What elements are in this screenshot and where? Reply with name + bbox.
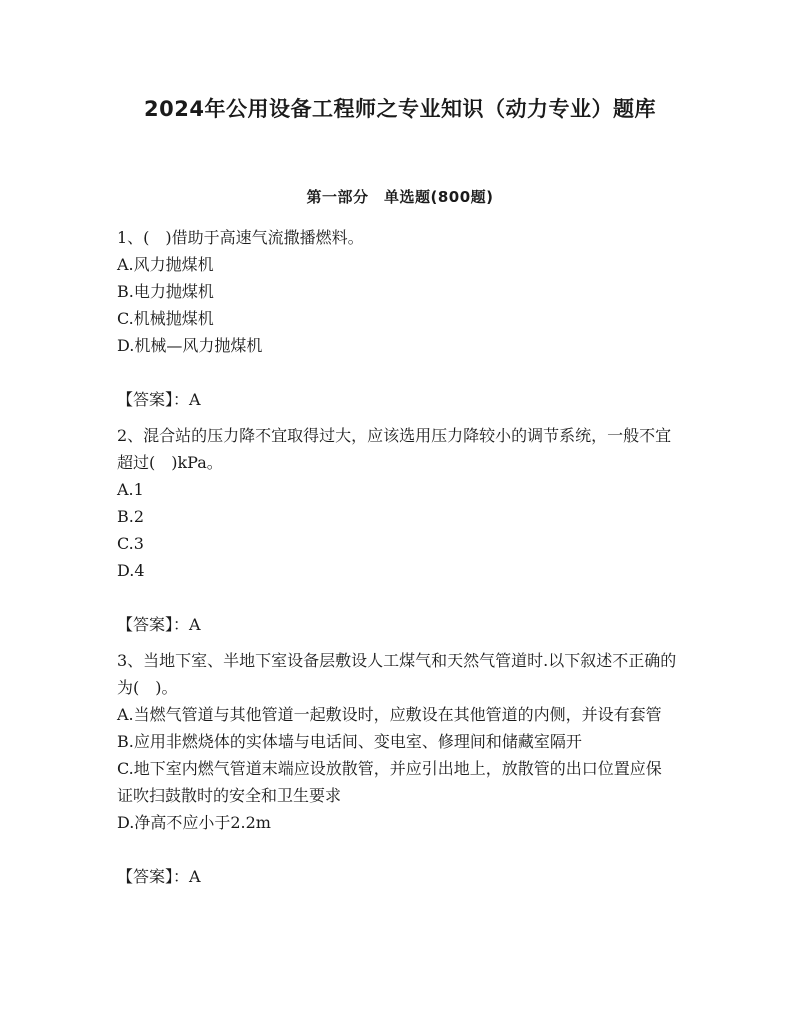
option-c: C.机械抛煤机 (117, 309, 214, 328)
answer-label: 【答案】：A (117, 390, 201, 409)
question-stem: 2、混合站的压力降不宜取得过大，应该选用压力降较小的调节系统，一般不宜超过( )kPa。 (117, 426, 672, 472)
option-d: D.净高不应小于2.2m (117, 813, 271, 832)
document-title: 2024年公用设备工程师之专业知识（动力专业）题库 (144, 97, 656, 121)
option-b: B.应用非燃烧体的实体墙与电话间、变电室、修理间和储藏室隔开 (117, 732, 582, 751)
option-b: B.2 (117, 507, 145, 526)
question-3 (117, 647, 677, 890)
question-list (117, 224, 677, 899)
option-b: B.电力抛煤机 (117, 282, 214, 301)
option-c: C.地下室内燃气管道末端应设放散管，并应引出地上，放散管的出口位置应保证吹扫鼓散时的安全和卫生要求 (117, 759, 662, 805)
answer-label: 【答案】：A (117, 867, 201, 886)
option-d: D.4 (117, 561, 145, 580)
answer-label: 【答案】：A (117, 615, 201, 634)
question-1 (117, 224, 677, 413)
option-c: C.3 (117, 534, 144, 553)
option-d: D.机械—风力抛煤机 (117, 336, 263, 355)
question-stem: 1、( )借助于高速气流撒播燃料。 (117, 228, 364, 247)
question-2 (117, 422, 677, 638)
section-heading: 第一部分 单选题(800题) (306, 188, 494, 206)
option-a: A.风力抛煤机 (117, 255, 214, 274)
option-a: A.1 (117, 480, 144, 499)
option-a: A.当燃气管道与其他管道一起敷设时，应敷设在其他管道的内侧，并设有套管 (117, 705, 662, 724)
question-stem: 3、当地下室、半地下室设备层敷设人工煤气和天然气管道时.以下叙述不正确的为( )。 (117, 651, 677, 697)
